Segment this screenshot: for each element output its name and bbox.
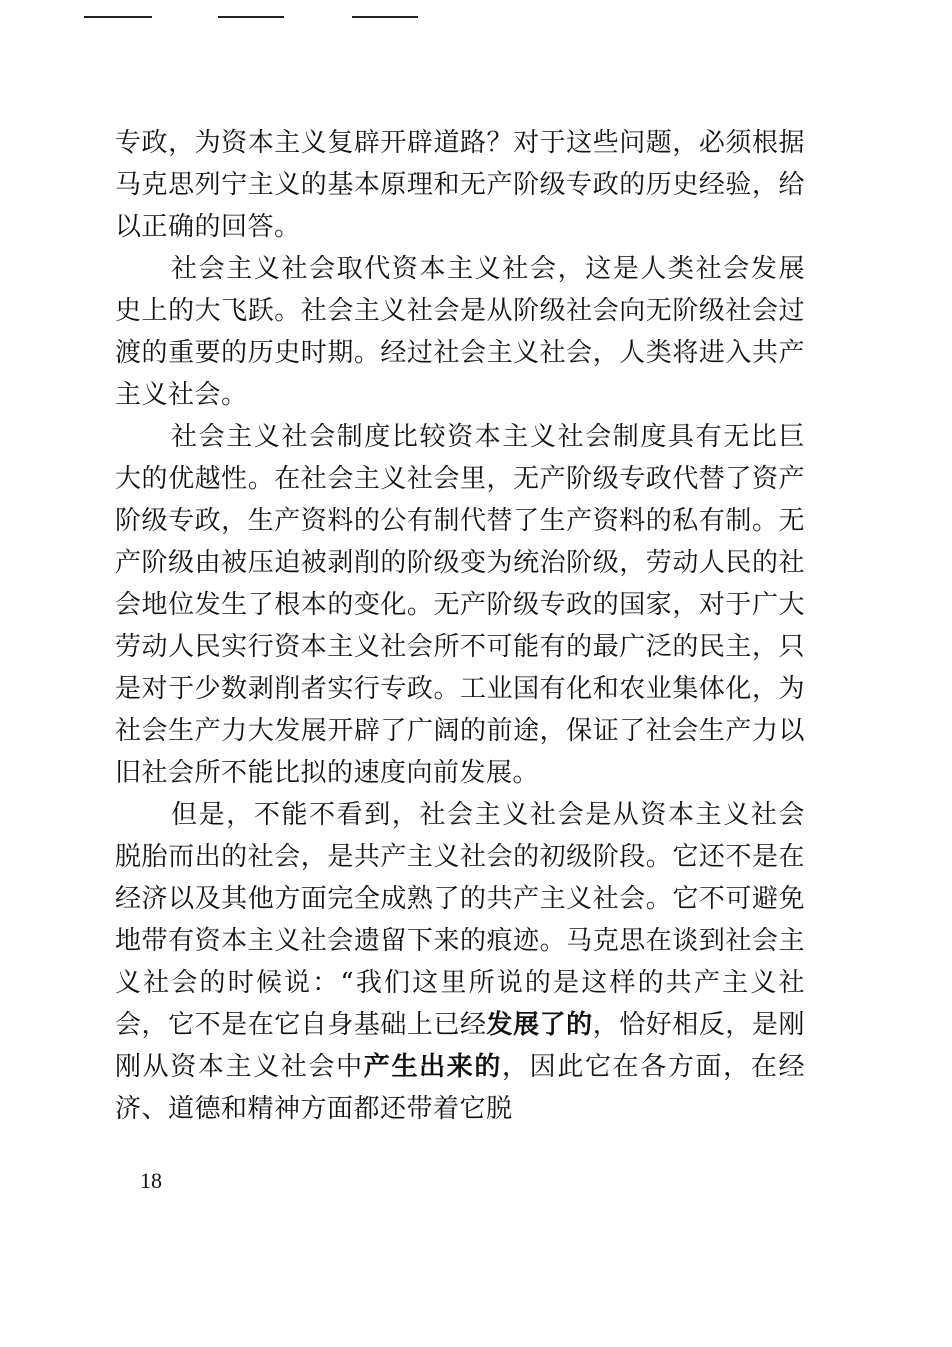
header-rule-2 bbox=[218, 16, 284, 18]
emphasis-developed: 发展了的 bbox=[486, 1010, 593, 1040]
header-rule-3 bbox=[352, 16, 418, 18]
body-text bbox=[115, 122, 805, 1130]
paragraph-4-segment-5: ，因此它在各方面，在经济、道德和精神方面都还带着它脱 bbox=[115, 1052, 805, 1124]
page-number: 18 bbox=[140, 1168, 162, 1193]
emphasis-emerged: 产生出来的 bbox=[363, 1052, 503, 1082]
paragraph-1: 专政，为资本主义复辟开辟道路？对于这些问题，必须根据马克思列宁主义的基本原理和无产阶级专政的历史经验，给以正确的回答。 bbox=[115, 128, 805, 242]
paragraph-3: 社会主义社会制度比较资本主义社会制度具有无比巨大的优越性。在社会主义社会里，无产阶级专政代替了资产阶级专政，生产资料的公有制代替了生产资料的私有制。无产阶级由被压迫被剥削的阶级变为统治阶级，劳动人民的社会地位发生了根本的变化。无产阶级专政的国家，对于广大劳动人民实行资本主义社会所不可能有的最广泛的民主，只是对于少数剥削者实行专政。工业国有化和农业集体化，为社会生产力大发展开辟了广阔的前途，保证了社会生产力以旧社会所不能比拟的速度向前发展。 bbox=[115, 422, 805, 788]
paragraph-4-segment-3: ，恰好相反，是刚刚从资本主义社会中 bbox=[115, 1010, 805, 1082]
paragraph-2: 社会主义社会取代资本主义社会，这是人类社会发展史上的大飞跃。社会主义社会是从阶级社会向无阶级社会过渡的重要的历史时期。经过社会主义社会，人类将进入共产主义社会。 bbox=[115, 254, 805, 410]
paragraph-4 bbox=[115, 794, 805, 1130]
paragraph-4-segment-1: 但是，不能不看到，社会主义社会是从资本主义社会脱胎而出的社会，是共产主义社会的初级阶段。它还不是在经济以及其他方面完全成熟了的共产主义社会。它不可避免地带有资本主义社会遗留下来的痕迹。马克思在谈到社会主义社会的时候说：“我们这里所说的是这样的共产主义社会，它不是在它自身基础上已经 bbox=[115, 800, 805, 1040]
header-rule-1 bbox=[84, 16, 152, 18]
